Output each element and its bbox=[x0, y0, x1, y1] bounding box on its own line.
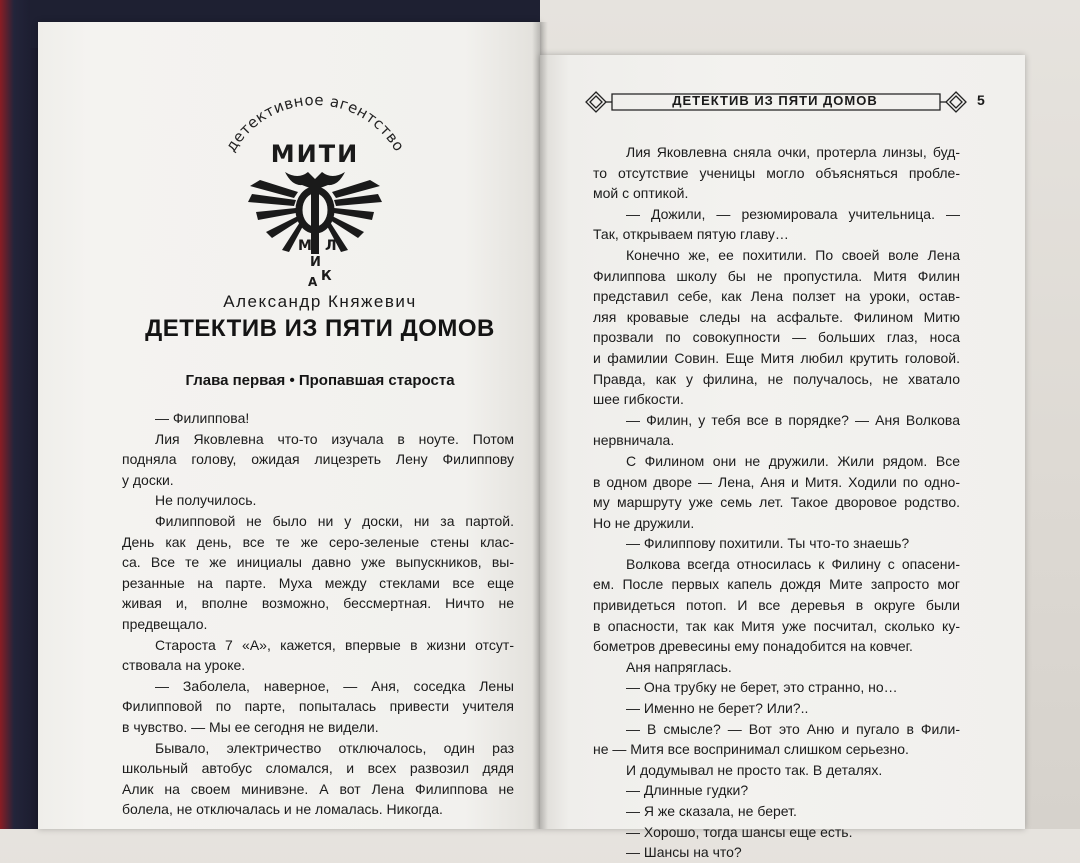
text-line: ляя кровавые следы на асфальте. Филином Митю bbox=[593, 308, 960, 325]
logo-letter-i: И bbox=[310, 255, 321, 270]
text-line: Филипповой по парте, попыталась привести учителя bbox=[122, 698, 514, 715]
book-title: ДЕТЕКТИВ ИЗ ПЯТИ ДОМОВ bbox=[145, 315, 495, 342]
logo-letter-k: К bbox=[321, 269, 332, 284]
text-line: — Именно не берет? Или?.. bbox=[626, 700, 809, 717]
logo-word: МИТИ bbox=[270, 140, 360, 168]
logo-arc-text: детективное агентство bbox=[221, 90, 409, 155]
text-line: шее гибкости. bbox=[593, 391, 684, 408]
text-line: — Заболела, наверное, — Аня, соседка Лены bbox=[155, 677, 514, 694]
text-line: — Я же сказала, не берет. bbox=[626, 803, 797, 819]
text-line: — Шансы на что? bbox=[626, 844, 742, 861]
text-line: школьный автобус сломался, и всех развозил дядя bbox=[122, 760, 514, 777]
text-line: подняла голову, ожидая лицезреть Лену Филиппову bbox=[122, 451, 514, 468]
text-line: — Длинные гудки? bbox=[626, 782, 749, 799]
text-line: — Она трубку не берет, это странно, но… bbox=[626, 679, 898, 696]
text-line: ем. После первых капель дождя Мите запросто мог bbox=[593, 576, 960, 593]
text-line: привидеться потоп. И все деревья в округе были bbox=[593, 597, 960, 614]
text-line: Так, открываем пятую главу… bbox=[593, 226, 789, 243]
text-line: — В смысле? — Вот это Аню и пугало в Фили- bbox=[626, 720, 960, 737]
text-line: бометров древесины ему понадобится на ковчег. bbox=[593, 638, 913, 655]
text-line: Лия Яковлевна сняла очки, протерла линзы, буд- bbox=[626, 144, 960, 160]
text-line: у доски. bbox=[122, 471, 174, 488]
text-line: в одном дворе — Лена, Аня и Митя. Ходили по одно- bbox=[593, 473, 960, 490]
text-line: — Филиппова! bbox=[155, 410, 250, 426]
text-line: Филиппова школу бы не пропустила. Митя Филин bbox=[593, 267, 960, 284]
text-line: Аня напряглась. bbox=[626, 658, 732, 675]
book-gutter bbox=[532, 22, 548, 829]
text-line: болела, не отключалась и не ломалась. Никогда. bbox=[122, 801, 443, 818]
text-line: в чувство. — Мы ее сегодня не видели. bbox=[122, 718, 379, 735]
text-line: предвещало. bbox=[122, 615, 208, 632]
text-line: живая и, вполне возможно, бессмертная. Ничто не bbox=[122, 595, 514, 612]
text-line: С Филином они не дружили. Жили рядом. Все bbox=[626, 452, 960, 469]
chapter-heading: Глава первая • Пропавшая староста bbox=[185, 372, 455, 389]
text-line: ствовала на уроке. bbox=[122, 657, 246, 674]
text-line: Не получилось. bbox=[155, 492, 257, 509]
text-line: Волкова всегда относилась к Филину с опасени- bbox=[626, 555, 960, 572]
text-line: Филипповой не было ни у доски, ни за партой. bbox=[155, 512, 514, 529]
text-line: — Филиппову похитили. Ты что-то знаешь? bbox=[626, 535, 910, 552]
text-line: День как день, все те же серо-зеленые стены клас- bbox=[122, 533, 514, 550]
text-line: Алик на своем минивэне. А вот Лена Филиппова не bbox=[122, 780, 514, 797]
book-author: Александр Княжевич bbox=[223, 292, 417, 311]
text-line: нервничала. bbox=[593, 432, 675, 449]
text-line: му маршруту уже семь лет. Такое дворовое родство. bbox=[593, 494, 960, 511]
text-line: представил себе, как Лена ползет на уроки, остав- bbox=[593, 288, 960, 305]
text-line: в опасности, так как Митя уже посчитал, сколько ку- bbox=[593, 617, 960, 634]
text-line: не — Митя все воспринимал слишком серьезно. bbox=[593, 741, 909, 758]
text-line: то отсутствие ученицы могло объясняться пробле- bbox=[593, 164, 960, 181]
text-line: мой с оптикой. bbox=[593, 185, 689, 202]
text-line: — Дожили, — резюмировала учительница. — bbox=[626, 205, 960, 222]
text-line: прозвали по совокупности — больших глаз, носа bbox=[593, 329, 960, 346]
page-number: 5 bbox=[977, 92, 985, 108]
right-page-body bbox=[593, 142, 960, 863]
text-line: — Филин, у тебя все в порядке? — Аня Волкова bbox=[626, 411, 960, 428]
text-line: и фамилии Совин. Еще Митя любил крутить головой. bbox=[593, 349, 960, 366]
logo-letter-l: Л bbox=[325, 238, 337, 254]
logo-letter-m: М bbox=[298, 238, 312, 254]
text-line: И додумывал не просто так. В деталях. bbox=[626, 761, 883, 778]
text-line: Староста 7 «А», кажется, впервые в жизни отсут- bbox=[155, 636, 514, 653]
text-line: са. Все те же инициалы давно уже выпускников, вы- bbox=[122, 554, 514, 571]
book-cover-edge bbox=[0, 0, 40, 829]
text-line: Конечно же, ее похитили. По своей воле Лена bbox=[626, 246, 960, 263]
running-header: ДЕТЕКТИВ ИЗ ПЯТИ ДОМОВ bbox=[672, 93, 878, 108]
publisher-logo bbox=[190, 80, 440, 290]
text-line: Лия Яковлевна что-то изучала в ноуте. Потом bbox=[155, 430, 514, 447]
text-line: Но не дружили. bbox=[593, 514, 695, 531]
text-line: резанные на парте. Муха между стеклами все еще bbox=[122, 574, 514, 591]
logo-letter-a: А bbox=[308, 275, 318, 289]
text-line: Правда, как у филина, не получалось, не хватало bbox=[593, 370, 960, 387]
text-line: Бывало, электричество отключалось, один раз bbox=[155, 739, 514, 756]
left-page-body bbox=[122, 408, 514, 820]
text-line: — Хорошо, тогда шансы еще есть. bbox=[626, 823, 853, 840]
